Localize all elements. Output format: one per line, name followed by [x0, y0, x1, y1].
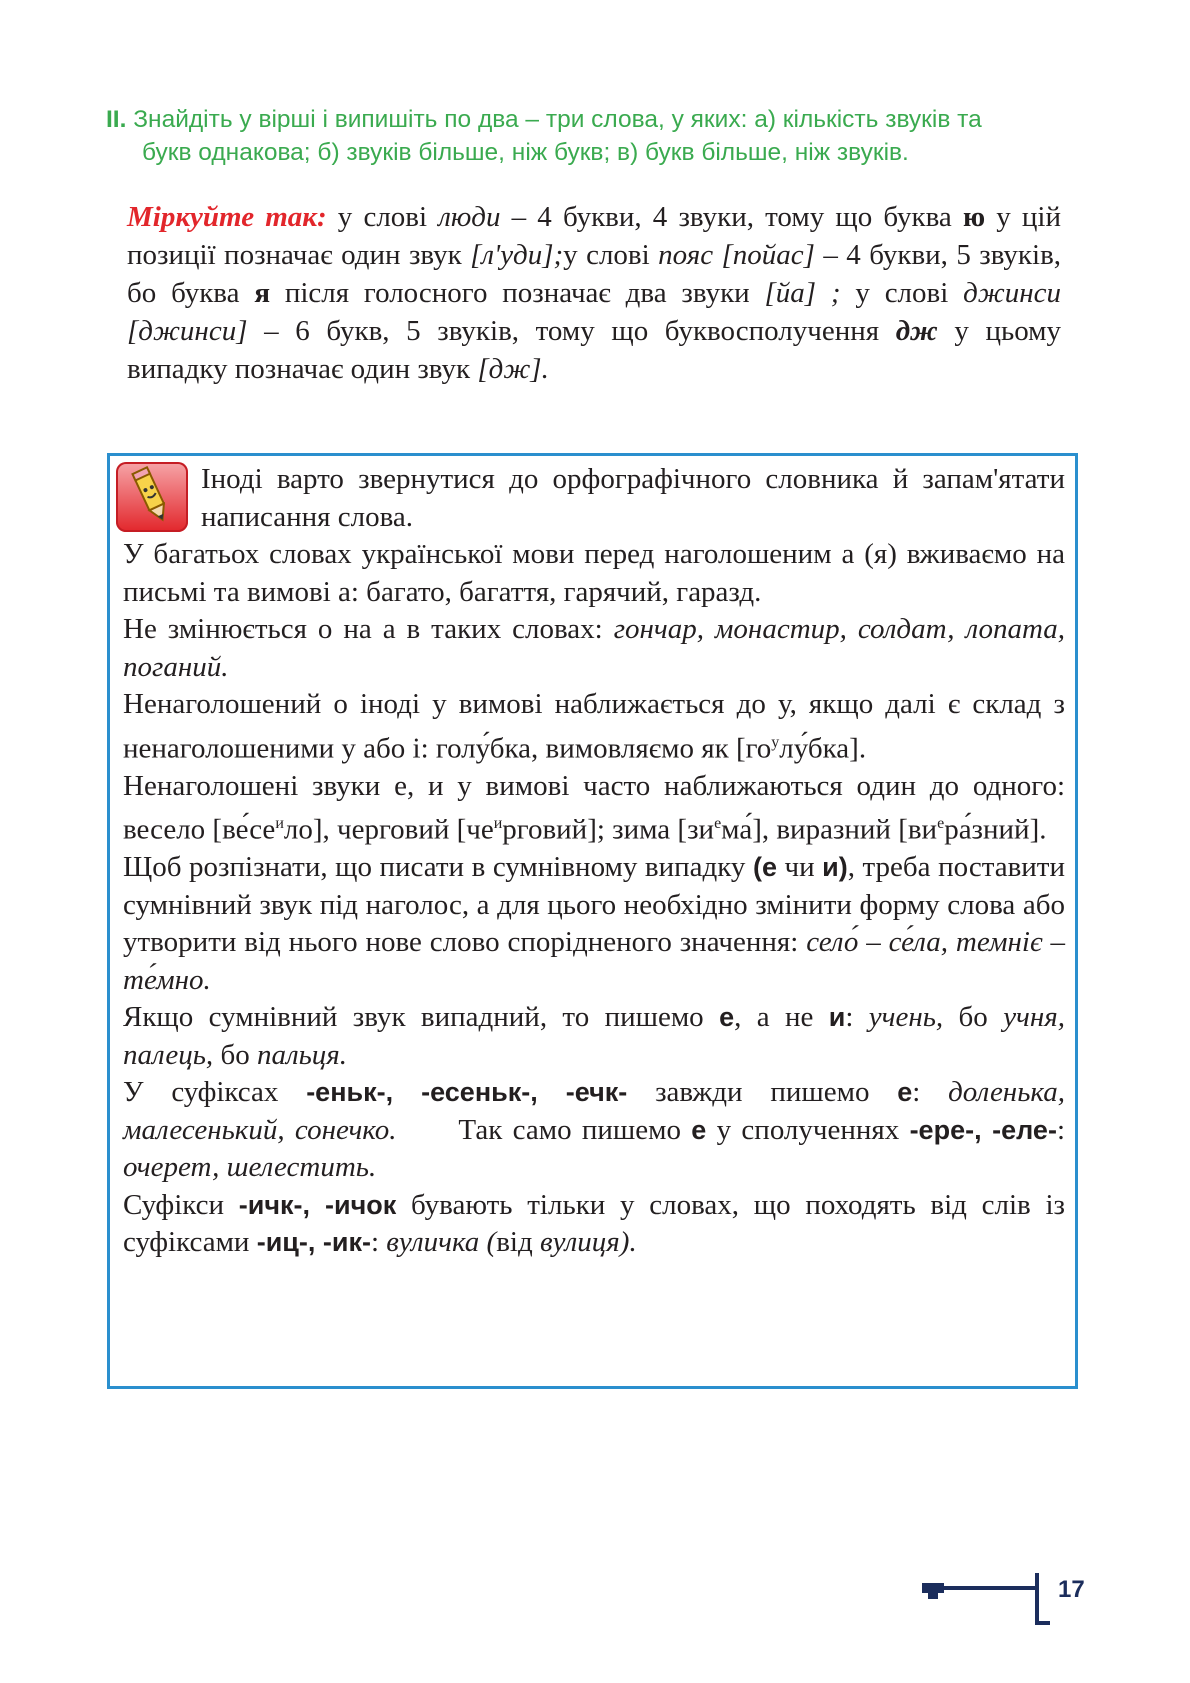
rule-paragraph [123, 768, 1065, 850]
rule-text-run: ма́], виразний [ви [721, 813, 938, 846]
transcription: [йа] ; [764, 277, 841, 309]
reasoning-lead: Міркуйте так: [127, 201, 327, 233]
rule-paragraph [123, 611, 1065, 686]
reasoning-text: у слові [326, 201, 439, 233]
rule-examples: доленька, малесенький, сонечко. [123, 1076, 1065, 1146]
bold-term: -ичк-, -ичок [238, 1189, 397, 1220]
rule-examples: вуличка ( [386, 1226, 497, 1259]
rule-text-run: Ненаголошені звуки е, и у вимові часто наближаються один до одного: весело [ве́се [123, 769, 1065, 846]
rule-paragraph [123, 686, 1065, 768]
rule-paragraph [123, 1074, 1065, 1187]
superscript: и [493, 815, 503, 833]
rule-text-run: Так само пишемо [396, 1113, 692, 1146]
bold-term: и) [822, 852, 848, 883]
rule-text-run: рговий]; зима [зи [502, 813, 715, 846]
rule-text-run: Ненаголошений о іноді у вимові наближається до у, якщо далі є склад з ненаголошеними у або і: голу́бка, вимовляємо як [го [123, 688, 1065, 765]
transcription: [л'уди]; [470, 239, 564, 271]
bold-term: -иц-, -ик- [256, 1227, 371, 1258]
reasoning-text: після голосного позначає два звуки [270, 277, 765, 309]
rule-text-run: бо [943, 1001, 1004, 1034]
bold-term: (е [752, 852, 777, 883]
rule-text-run: чи [776, 851, 823, 884]
rule-text-run: : [1056, 1113, 1066, 1146]
rule-text-run: : [912, 1076, 949, 1109]
reasoning-text: у слові [563, 239, 659, 271]
rule-paragraph: У багатьох словах української мови перед наголошеним а (я) вживаємо на письмі та вимові а: багато, багаття, гарячий, гаразд. [123, 538, 1065, 608]
rule-text-run: ра́зний]. [944, 813, 1047, 846]
superscript: у [771, 733, 780, 751]
reasoning-text: у цій позиції позначає один звук [127, 201, 1062, 271]
rule-text-run: бо [213, 1038, 257, 1071]
reasoning-text: – 4 букви, 4 звуки, тому що буква [500, 201, 963, 233]
rule-text-run: , а не [734, 1001, 829, 1034]
bold-term: и [828, 1002, 846, 1033]
rule-text-run: Суфікси [123, 1188, 239, 1221]
rule-text-run: у сполученнях [706, 1113, 910, 1146]
rule-text-run: У суфіксах [123, 1076, 307, 1109]
rule-paragraph [123, 999, 1065, 1074]
reasoning-text: у слові [840, 277, 964, 309]
bold-term: -еньк-, -есеньк-, -ечк- [306, 1077, 628, 1108]
rule-examples: очерет, шелестить. [123, 1151, 377, 1184]
superscript: е [937, 815, 945, 833]
task-number: II. [106, 106, 127, 133]
rule-text-run: , треба поставити сумнівний звук під наголос, а для цього необхідно змінити форму слова або утворити від нього нове слово спорідненого значення: [123, 851, 1065, 959]
reasoning-text: у цьому випадку позначає один звук [127, 315, 1062, 385]
rule-examples: учень, [868, 1001, 944, 1034]
rule-intro: Іноді варто звернутися до орфографічного словника й запам'ятати написання слова. [201, 463, 1065, 533]
transcription: [пойас] [721, 239, 815, 271]
reasoning-text: – 4 букви, 5 звуків, бо буква [127, 239, 1062, 309]
rule-text-run: від [496, 1226, 540, 1259]
reasoning-text: – 6 букв, 5 звуків, тому що буквосполучення [247, 315, 896, 347]
highlight-letter: ю [962, 201, 986, 233]
rule-text-run: завжди пишемо [627, 1076, 898, 1109]
rule-examples: гончар, монастир, солдат, лопата, поганий. [123, 613, 1065, 683]
superscript: е [714, 815, 722, 833]
example-word: пояс [658, 239, 714, 271]
rule-paragraph [123, 1187, 1065, 1262]
task-instruction [106, 103, 1106, 169]
rule-examples: вулиця). [539, 1226, 637, 1259]
rule-examples: учня, палець, [123, 1001, 1066, 1071]
reasoning-text [713, 239, 721, 271]
example-word: джинси [джинси] [127, 277, 1061, 347]
rule-examples: село́ – се́ла, темніє – те́мно. [123, 926, 1066, 996]
bold-term: -ере-, -еле- [909, 1114, 1057, 1145]
rule-text-run: Якщо сумнівний звук випадний, то пишемо [123, 1001, 720, 1034]
rule-text-run: бувають тільки у словах, що походять від слів із суфіксами [123, 1188, 1065, 1259]
page-number: 17 [1058, 1576, 1085, 1603]
superscript: и [275, 815, 284, 833]
page-footer-bar [922, 1571, 1050, 1631]
highlight-letter: я [254, 277, 271, 309]
rule-text-run: : [370, 1226, 387, 1259]
rule-text-run: Не змінюється о на а в таких словах: [123, 613, 614, 645]
bold-term: е [719, 1002, 735, 1033]
reasoning-paragraph [127, 198, 1061, 388]
transcription: [дж]. [477, 353, 549, 385]
highlight-letter: дж [895, 315, 938, 347]
rule-paragraph [123, 849, 1065, 999]
task-text-line2: букв однакова; б) звуків більше, ніж букв; в) букв більше, ніж звуків. [142, 139, 909, 166]
bold-term: е [691, 1114, 707, 1145]
rule-text-run: Щоб розпізнати, що писати в сумнівному випадку [123, 851, 753, 884]
rule-examples: пальця. [256, 1038, 348, 1071]
task-text-line1: Знайдіть у вірші і випишіть по два – три слова, у яких: а) кількість звуків та [133, 106, 982, 133]
rule-text [123, 461, 1065, 1262]
rule-text-run: лу́бка]. [779, 732, 867, 765]
rule-text-run: ло], черговий [че [283, 813, 494, 846]
example-word: люди [438, 201, 501, 233]
rule-text-run: : [845, 1001, 869, 1034]
bold-term: е [897, 1077, 913, 1108]
